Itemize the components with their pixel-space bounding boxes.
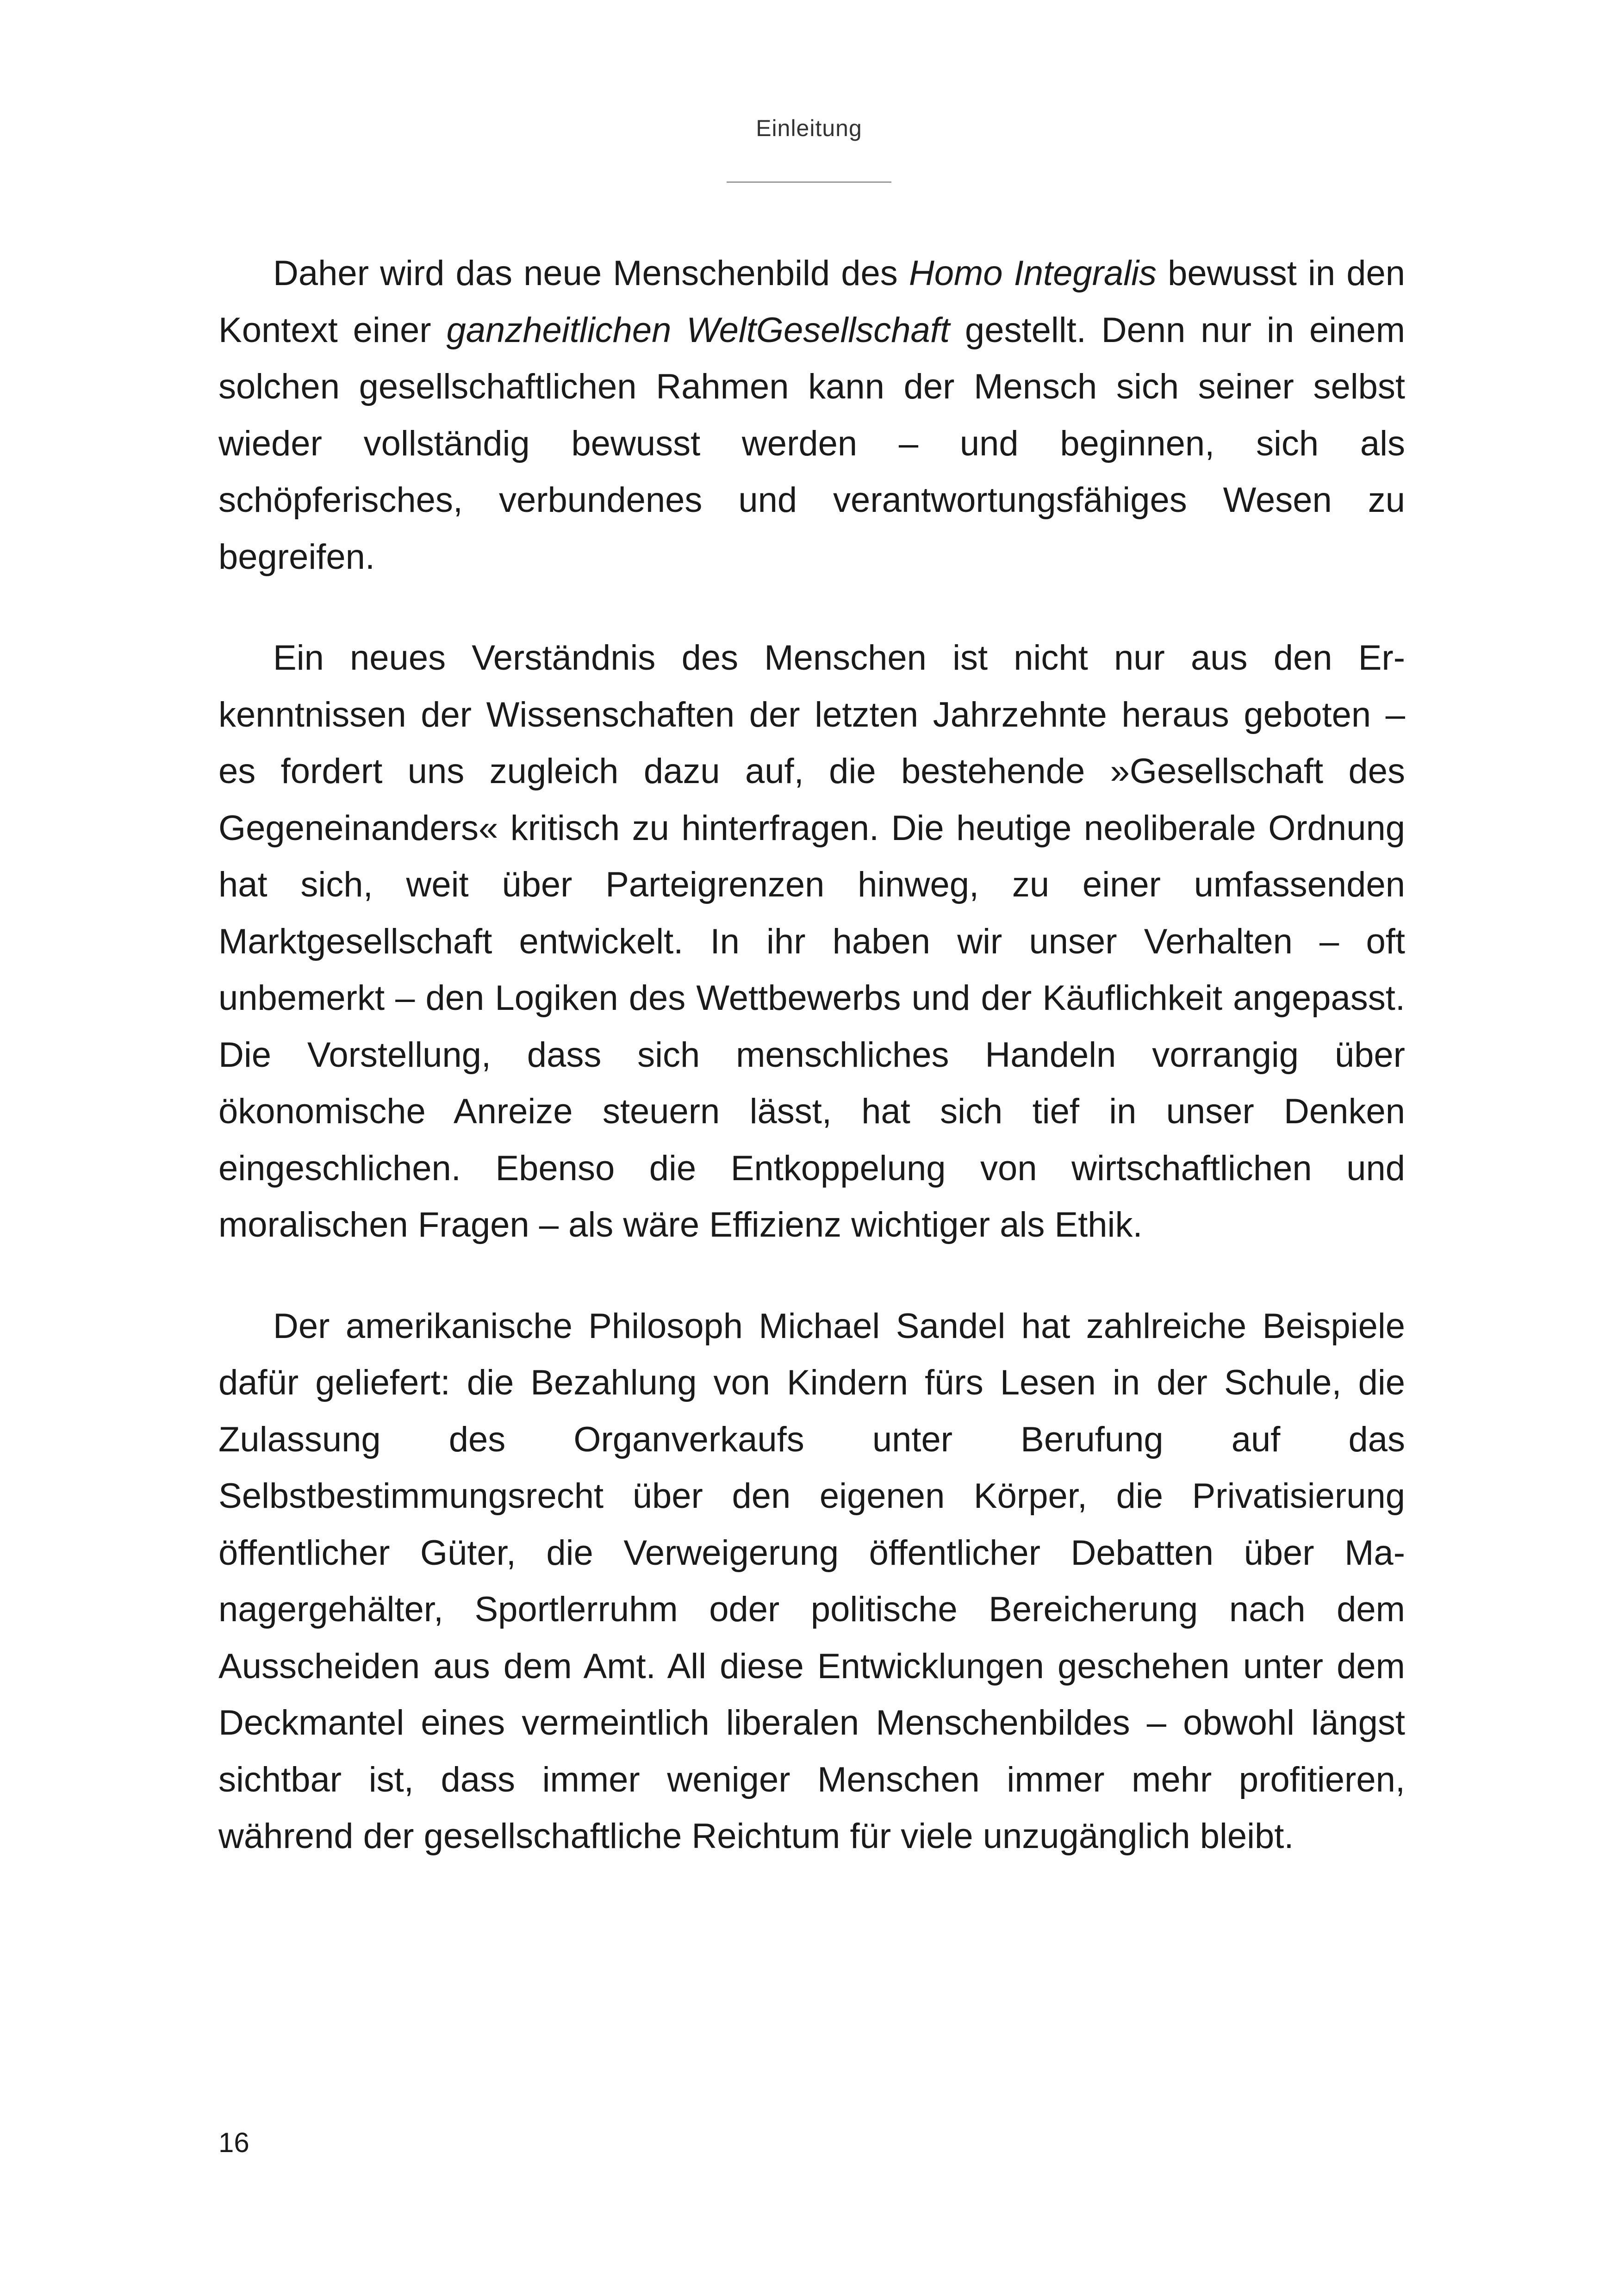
running-head: Einleitung xyxy=(756,115,862,141)
paragraph-2: Ein neues Verständnis des Menschen ist nicht nur aus den Erkenntnissen der Wissenschaften der letzten Jahrzehnte heraus geboten – es fordert uns zugleich dazu auf, die bestehende »Gesellschaft des Gegeneinanders« kritisch zu hinterfragen. Die heutige neoliberale Ordnung hat sich, weit über Parteigrenzen hinweg, zu einer umfassenden Marktgesellschaft entwickelt. In ihr haben wir unser Verhalten – oft unbemerkt – den Logiken des Wettbewerbs und der Käuflichkeit angepasst. Die Vorstellung, dass sich menschliches Handeln vorrangig über ökonomische Anreize steuern lässt, hat sich tief in unser Denken eingeschlichen. Ebenso die Entkoppelung von wirtschaftlichen und moralischen Fragen – als wäre Effizienz wichtiger als Ethik. xyxy=(218,638,1405,1244)
paragraph-1-text-e: gestellt. Denn nur in einem solchen gesellschaftlichen Rahmen kann der Mensch sich seiner selbst wieder vollständig bewusst werden – und beginnen, sich als schöpferisches, verbundenes und verantwortungsfähiges Wesen zu begreifen. xyxy=(218,310,1405,577)
paragraph-3: Der amerikanische Philosoph Michael Sandel hat zahlreiche Beispiele dafür geliefert: die Bezahlung von Kindern fürs Lesen in der Schule, die Zulassung des Organverkaufs unter Berufung auf das Selbstbestimmungsrecht über den eigenen Körper, die Privatisierung öffentlicher Güter, die Verweigerung öffentlicher Debatten über Managergehälter, Sportlerruhm oder politische Bereicherung nach dem Ausscheiden aus dem Amt. All diese Entwicklungen geschehen unter dem Deckmantel eines vermeintlich liberalen Menschenbildes – obwohl längst sichtbar ist, dass immer weniger Menschen immer mehr profitieren, während der gesellschaftliche Reichtum für viele unzugänglich bleibt. xyxy=(218,1306,1405,1856)
emphasis-homo-integralis: Homo Integralis xyxy=(909,254,1157,293)
header-divider xyxy=(727,181,891,183)
paragraph-1 xyxy=(218,245,1405,585)
page-number: 16 xyxy=(218,2127,249,2158)
body-text xyxy=(218,245,1405,1910)
emphasis-weltgesellschaft: ganzheitlichen WeltGesellschaft xyxy=(446,310,950,350)
paragraph-1-text-c: bewusst in den Kontext einer xyxy=(218,254,1405,350)
paragraph-1-text-a: Daher wird das neue Menschenbild des xyxy=(273,254,909,293)
